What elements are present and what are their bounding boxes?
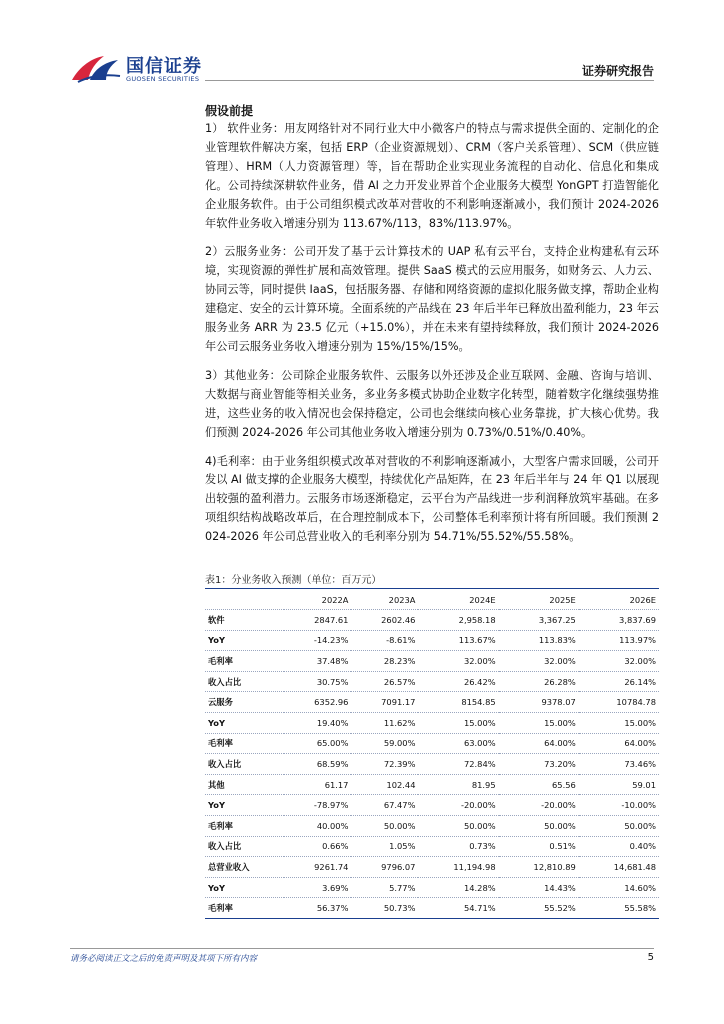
header-divider (205, 80, 654, 81)
logo-english-text: GUOSEN SECURITIES (126, 75, 200, 83)
table-header-row (205, 590, 659, 610)
table-row (205, 836, 659, 857)
table-cell: 3,367.25 (499, 610, 579, 631)
table-cell: 50.00% (418, 815, 498, 836)
table-cell: 55.58% (579, 898, 659, 919)
table-row (205, 651, 659, 672)
table-header-cell: 2023A (388, 594, 416, 605)
table-cell: 1.05% (351, 836, 418, 857)
table-caption: 表1：分业务收入预测（单位：百万元） (205, 575, 382, 586)
table-cell: 26.14% (579, 671, 659, 692)
table-cell: 0.51% (499, 836, 579, 857)
table-cell: -78.97% (284, 795, 352, 816)
paragraph-cloud: 2）云服务业务：公司开发了基于云计算技术的 UAP 私有云平台，支持企业构建私有云环境，实现资源的弹性扩展和高效管理。提供 SaaS 模式的云应用服务，如财务云、人力云、协同云等，同时提供 IaaS，包括服务器、存储和网络资源的虚拟化服务做支撑，帮助企业构建稳定、安全的云计算环境。全面系统的产品线在 23 年后半年已释放出盈利能力，23 年云服务业务 ARR 为 23.5 亿元（+15.0%），并在未来有望持续释放，我们预计 2024-2026 年公司云服务业务收入增速分别为 15%/15%/15%。 (205, 245, 659, 353)
section-title: 假设前提 (205, 104, 254, 118)
table-cell: 32.00% (418, 651, 498, 672)
table-cell: 113.83% (499, 630, 579, 651)
table-cell: 6352.96 (284, 692, 352, 713)
table-row (205, 754, 659, 775)
table-cell: 73.46% (579, 754, 659, 775)
table-cell: 14.43% (499, 877, 579, 898)
table-cell: -20.00% (499, 795, 579, 816)
table-cell: 50.00% (499, 815, 579, 836)
table-cell: 37.48% (284, 651, 352, 672)
table-cell: 11,194.98 (418, 857, 498, 878)
paragraph-software: 1） 软件业务：用友网络针对不同行业大中小微客户的特点与需求提供全面的、定制化的企业管理软件解决方案，包括 ERP（企业资源规划）、CRM（客户关系管理）、SCM（供应链管理）、HRM（人力资源管理）等，旨在帮助企业实现业务流程的自动化、信息化和集成化。公司持续深耕软件业务，借 AI 之力开发业界首个企业服务大模型 YonGPT 打造智能化企业服务软件。由于公司组织模式改革对营收的不利影响逐渐减小，我们预计 2024-2026 年软件业务收入增速分别为 113.67%/113，83%/113.97%。 (205, 122, 659, 230)
table-row (205, 671, 659, 692)
table-cell: -8.61% (351, 630, 418, 651)
row-label: 收入占比 (205, 671, 284, 692)
table-cell: 72.84% (418, 754, 498, 775)
footer-disclaimer: 请务必阅读正文之后的免责声明及其项下所有内容 (70, 954, 258, 964)
row-label: 软件 (205, 610, 284, 631)
page-header (0, 0, 724, 90)
row-label: 其他 (205, 774, 284, 795)
table-cell: -14.23% (284, 630, 352, 651)
table-cell: 28.23% (351, 651, 418, 672)
table-header-cell: 2025E (549, 594, 576, 605)
table-row (205, 774, 659, 795)
guosen-logo (70, 52, 210, 88)
table-cell: 8154.85 (418, 692, 498, 713)
table-row (205, 877, 659, 898)
row-label: 收入占比 (205, 836, 284, 857)
table-cell: 15.00% (499, 712, 579, 733)
table-cell: 50.00% (579, 815, 659, 836)
footer-divider (70, 948, 654, 949)
table-row (205, 712, 659, 733)
row-label: 毛利率 (205, 733, 284, 754)
table-cell: 50.73% (351, 898, 418, 919)
table-cell: 81.95 (418, 774, 498, 795)
table-cell: 14.28% (418, 877, 498, 898)
row-label: 毛利率 (205, 898, 284, 919)
table-cell: 68.59% (284, 754, 352, 775)
table-cell: 0.73% (418, 836, 498, 857)
table-cell: 15.00% (579, 712, 659, 733)
table-cell: 61.17 (284, 774, 352, 795)
assumptions-section (205, 103, 659, 547)
table-cell: -10.00% (579, 795, 659, 816)
table-cell: 65.00% (284, 733, 352, 754)
table-cell: 3,837.69 (579, 610, 659, 631)
row-label: 毛利率 (205, 815, 284, 836)
table-cell: 9261.74 (284, 857, 352, 878)
row-label: YoY (205, 795, 284, 816)
table-cell: 14,681.48 (579, 857, 659, 878)
table-cell: 32.00% (579, 651, 659, 672)
table-cell: 73.20% (499, 754, 579, 775)
table-cell: 12,810.89 (499, 857, 579, 878)
table-header-cell: 2022A (321, 594, 349, 605)
table-cell: 65.56 (499, 774, 579, 795)
table-cell: 54.71% (418, 898, 498, 919)
table-row (205, 733, 659, 754)
table-cell: 14.60% (579, 877, 659, 898)
table-cell: 26.57% (351, 671, 418, 692)
table-row (205, 795, 659, 816)
row-label: YoY (205, 630, 284, 651)
logo-chinese-text: 国信证券 (126, 56, 202, 77)
table-cell: 64.00% (499, 733, 579, 754)
table-row (205, 857, 659, 878)
table-cell: 2602.46 (351, 610, 418, 631)
table-cell: 11.62% (351, 712, 418, 733)
table-top-rule (205, 588, 659, 589)
table-cell: 15.00% (418, 712, 498, 733)
paragraph-other: 3）其他业务：公司除企业服务软件、云服务以外还涉及企业互联网、金融、咨询与培训、大数据与商业智能等相关业务，多业务多模式协助企业数字化转型，随着数字化继续强势推进，这些业务的收入情况也会保持稳定，公司也会继续向核心业务靠拢，扩大核心优势。我们预测 2024-2026 年公司其他业务收入增速分别为 0.73%/0.51%/0.40%。 (205, 368, 659, 439)
row-label: 云服务 (205, 692, 284, 713)
guosen-logo-mark-icon (70, 52, 122, 84)
row-label: 收入占比 (205, 754, 284, 775)
table-cell: 26.28% (499, 671, 579, 692)
table-cell: 26.42% (418, 671, 498, 692)
row-label: 毛利率 (205, 651, 284, 672)
table-cell: 40.00% (284, 815, 352, 836)
table-cell: 72.39% (351, 754, 418, 775)
table-cell: 32.00% (499, 651, 579, 672)
table-cell: -20.00% (418, 795, 498, 816)
report-type-label: 证券研究报告 (581, 64, 654, 78)
table-row (205, 815, 659, 836)
table-cell: 10784.78 (579, 692, 659, 713)
table-cell: 2,958.18 (418, 610, 498, 631)
table-cell: 113.67% (418, 630, 498, 651)
table-cell: 3.69% (284, 877, 352, 898)
table-cell: 67.47% (351, 795, 418, 816)
table-row (205, 898, 659, 919)
table-header-cell (205, 590, 284, 610)
table-cell: 19.40% (284, 712, 352, 733)
table-cell: 63.00% (418, 733, 498, 754)
table-cell: 102.44 (351, 774, 418, 795)
page-number: 5 (647, 952, 654, 963)
table-cell: 0.40% (579, 836, 659, 857)
table-cell: 9796.07 (351, 857, 418, 878)
table-row (205, 630, 659, 651)
table-cell: 9378.07 (499, 692, 579, 713)
table-cell: 113.97% (579, 630, 659, 651)
table-cell: 5.77% (351, 877, 418, 898)
table-cell: 0.66% (284, 836, 352, 857)
table-cell: 64.00% (579, 733, 659, 754)
table-cell: 59.00% (351, 733, 418, 754)
table-cell: 2847.61 (284, 610, 352, 631)
table-row (205, 610, 659, 631)
row-label: YoY (205, 877, 284, 898)
table-header-cell: 2026E (629, 594, 656, 605)
table-cell: 30.75% (284, 671, 352, 692)
row-label: YoY (205, 712, 284, 733)
table-header-cell: 2024E (469, 594, 496, 605)
revenue-forecast-table (205, 590, 659, 919)
paragraph-gross-margin: 4)毛利率：由于业务组织模式改革对营收的不利影响逐渐减小，大型客户需求回暖，公司开发以 AI 做支撑的企业服务大模型，持续优化产品矩阵，在 23 年后半年与 24 年 Q1 以展现出较强的盈利潜力。云服务市场逐渐稳定，云平台为产品线进一步利润释放筑牢基础。在多项组织结构战略改革后，在合理控制成本下，公司整体毛利率预计将有所回暖。我们预测 2024-2026 年公司总营业收入的毛利率分别为 54.71%/55.52%/55.58%。 (205, 454, 659, 544)
table-cell: 59.01 (579, 774, 659, 795)
row-label: 总营业收入 (205, 857, 284, 878)
table-cell: 50.00% (351, 815, 418, 836)
table-cell: 7091.17 (351, 692, 418, 713)
table-row (205, 692, 659, 713)
table-cell: 56.37% (284, 898, 352, 919)
table-cell: 55.52% (499, 898, 579, 919)
